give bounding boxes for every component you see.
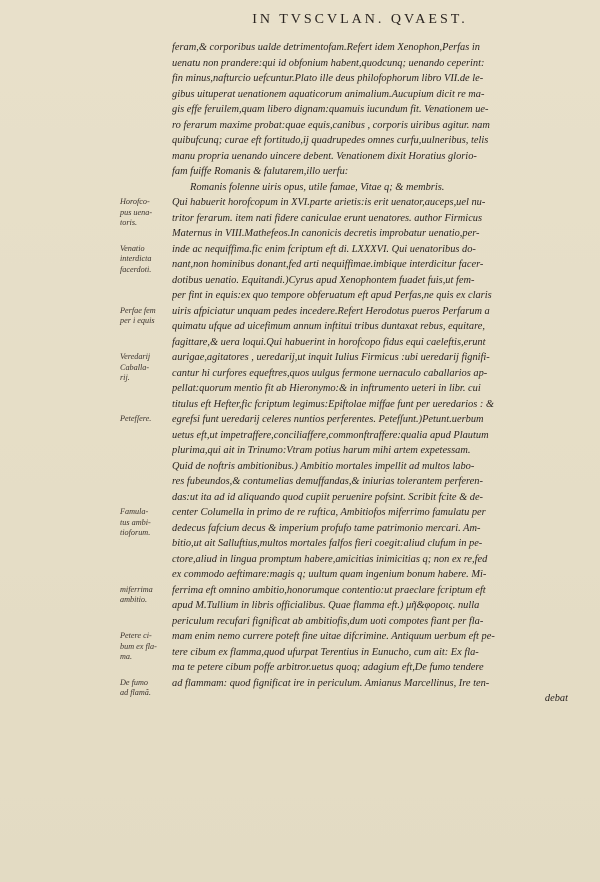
running-title: IN TVSCVLAN. QVAEST. <box>252 12 468 27</box>
marginal-note-line: Caballa- <box>120 362 150 372</box>
text-line: Quid de noftris ambitionibus.) Ambitio mortales impellit ad multos labo- <box>172 460 475 472</box>
main-text-block <box>172 40 568 707</box>
text-line: debat <box>544 693 568 704</box>
text-line: Qui habuerit horofcopum in XVI.parte arietis:is erit uenator,auceps,uel nu- <box>172 197 486 208</box>
marginal-note-line: Famula- <box>120 507 149 516</box>
marginal-note-line: ambitio. <box>120 595 148 604</box>
text-line: mam enim nemo currere poteft fine uitae difcrimine. Antiquum uerbum eft pe- <box>172 631 495 642</box>
marginal-note <box>120 507 172 539</box>
text-line: bitio,ut ait Salluftius,multos mortales falfos fieri coegit:aliud clufum in pe- <box>172 538 483 549</box>
text-line: ro ferarum maxime probat:quae equis,canibus , corporis uiribus agitur. nam <box>172 119 490 131</box>
marginal-note-line: ma. <box>120 652 133 661</box>
text-line: apud M.Tullium in libris officialibus. Quae flamma eft.) μῆ&φοροις. nulla <box>172 600 480 611</box>
text-line: aurigae,agitatores , ueredarij,ut inquit Iulius Firmicus :ubi ueredarij fignifi- <box>172 352 490 363</box>
marginal-note <box>120 585 172 606</box>
marginal-note-line: Perfae fem <box>120 305 156 315</box>
text-line: das:ut ita ad id aliquando quod cupiit peruenire pofsint. Scribit fcite & de- <box>172 491 484 503</box>
text-line: quibufcunq; curae eft fortitudo,ij quadrupedes omnes curfu,uulneribus, telis <box>172 135 489 146</box>
text-line: dotibus uenatio. Equitandi.)Cyrus apud Xenophontem fuadet fuis,ut fem- <box>172 274 475 286</box>
text-line: ad flammam: quod fignificat ire in periculum. Amianus Marcellinus, Ire ten- <box>172 677 490 689</box>
text-line: ctore,aliud in lingua promptum habere,amicitias inimicitias q; non ex re,fed <box>172 553 488 565</box>
marginal-note-line: miferrima <box>120 584 153 594</box>
text-line: gis effe feruilem,quam libero dignam:quamuis iucundum fit. Venationem ue- <box>172 104 489 115</box>
marginal-note <box>120 414 172 425</box>
marginal-note <box>120 244 172 276</box>
marginal-note <box>120 197 172 229</box>
text-line: uetus eft,ut impetraffere,conciliaffere,commonftraffere:qualia apud Plautum <box>172 429 489 441</box>
text-line: ma te petere cibum poffe arbitror.uetus quoq; adagium eft,De fumo tendere <box>172 662 484 673</box>
marginal-note <box>120 631 172 663</box>
text-line: ex commodo aeftimare:magis q; uultum quam ingenium bonum habere. Mi- <box>172 569 487 580</box>
text-line: res fubeundos,& contumelias demuffandas,& iniurias tolerantem perferen- <box>172 476 483 487</box>
marginal-note <box>120 352 172 384</box>
marginal-note-line: pus uena- <box>120 207 153 217</box>
text-line: plurima,qui ait in Trinumo:Vtram potius harum mihi artem expetessam. <box>172 445 471 456</box>
text-line: uiris afpiciatur unquam pedes incedere.Refert Herodotus pueros Perfarum a <box>172 305 490 317</box>
marginal-note-line: Veredarij <box>120 352 151 361</box>
marginal-note-line: bum ex fla- <box>120 641 157 651</box>
text-line: feram,& corporibus ualde detrimentofam.Refert idem Xenophon,Perfas in <box>172 42 480 53</box>
text-line: quimatu ufque ad uicefimum annum inftitui tribus duntaxat rebus, equitare, <box>172 321 485 332</box>
text-line: titulus eft Hefter,fic fcriptum legimus:Epiftolae miffae funt per ueredarios : & <box>172 398 494 410</box>
marginal-note-line: interdicta <box>120 254 152 263</box>
marginal-note-line: rij. <box>120 373 130 382</box>
marginal-note-line: ad flamã. <box>120 688 151 697</box>
marginal-note-line: Horofco- <box>120 197 150 206</box>
text-line: periculum recufari fignificat ab ambitiofis,dum uoti compotes fiant per fla- <box>172 615 484 627</box>
marginal-note-line: per i equis <box>120 316 155 325</box>
text-line: gibus uituperat uenationem aquaticorum animalium.Aucupium dicit re ma- <box>172 88 485 100</box>
text-line: dedecus fafcium decus & imperium profufo tame patrimonio mercari. Am- <box>172 522 481 534</box>
marginal-note-line: facerdoti. <box>120 264 152 274</box>
text-line: uenatu non prandere:qui id obfonium habent,quodcunq; uenando ceperint: <box>172 57 485 69</box>
running-header <box>0 12 600 28</box>
text-line: cantur hi curfores equeftres,quos uulgus fermone uernaculo caballarios ap- <box>172 367 488 379</box>
marginal-note <box>120 678 172 699</box>
text-line: tere cibum ex flamma,quod ufurpat Terentius in Eunucho, cum ait: Ex fla- <box>172 646 479 658</box>
text-line: fagittare,& uera loqui.Qui habuerint in horofcopo fidus equi caeleftis,erunt <box>172 336 486 348</box>
text-line: inde ac nequiffima.fic enim fcriptum eft di. LXXXVI. Qui uenatoribus do- <box>172 243 476 255</box>
text-line: nant,non hominibus donant,fed arti nequiffimae.imbique interdicitur facer- <box>172 259 484 270</box>
text-line: pellat:quorum mentio fit ab Hieronymo:& in inftrumento ueteri in libr. cui <box>172 383 481 394</box>
text-line: center Columella in primo de re ruftica, Ambitiofos miferrimo famulatu per <box>172 507 486 518</box>
marginal-note-line: tioforum. <box>120 528 151 537</box>
text-line: Romanis folenne uiris opus, utile famae, Vitae q; & membris. <box>190 181 445 193</box>
text-line: fam fuiffe Romanis & falutarem,illo uerfu: <box>172 166 349 177</box>
text-line: per fint in equis:ex quo tempore obferuatum eft apud Perfas,ne quis ex claris <box>172 290 492 301</box>
text-line: fin minus,nafturcio uefcuntur.Plato ille deus philofophorum libro VII.de le- <box>172 73 484 84</box>
text-line: manu propria uenando uincere debent. Venationem dixit Horatius glorio- <box>172 150 477 162</box>
marginal-note-line: tus ambi- <box>120 517 151 527</box>
text-line: ferrima eft omnino ambitio,honorumque contentio:ut praeclare fcriptum eft <box>172 584 486 596</box>
marginal-note <box>120 306 172 327</box>
marginal-note-line: toris. <box>120 218 138 227</box>
marginal-note-line: Petere ci- <box>120 631 152 640</box>
marginal-note-line: Petefſere. <box>120 414 152 423</box>
marginal-note-line: Venatio <box>120 243 145 253</box>
text-line: tritor ferarum. item nati fidere caniculae erunt uenatores. author Firmicus <box>172 212 483 224</box>
marginal-note-line: De fumo <box>120 677 148 687</box>
text-line: egrefsi funt ueredarij celeres nuntios perferentes. Petefſunt.)Petunt.uerbum <box>172 414 484 425</box>
text-line: Maternus in VIII.Mathefeos.In canonicis decretis improbatur uenatio,per- <box>172 228 480 239</box>
